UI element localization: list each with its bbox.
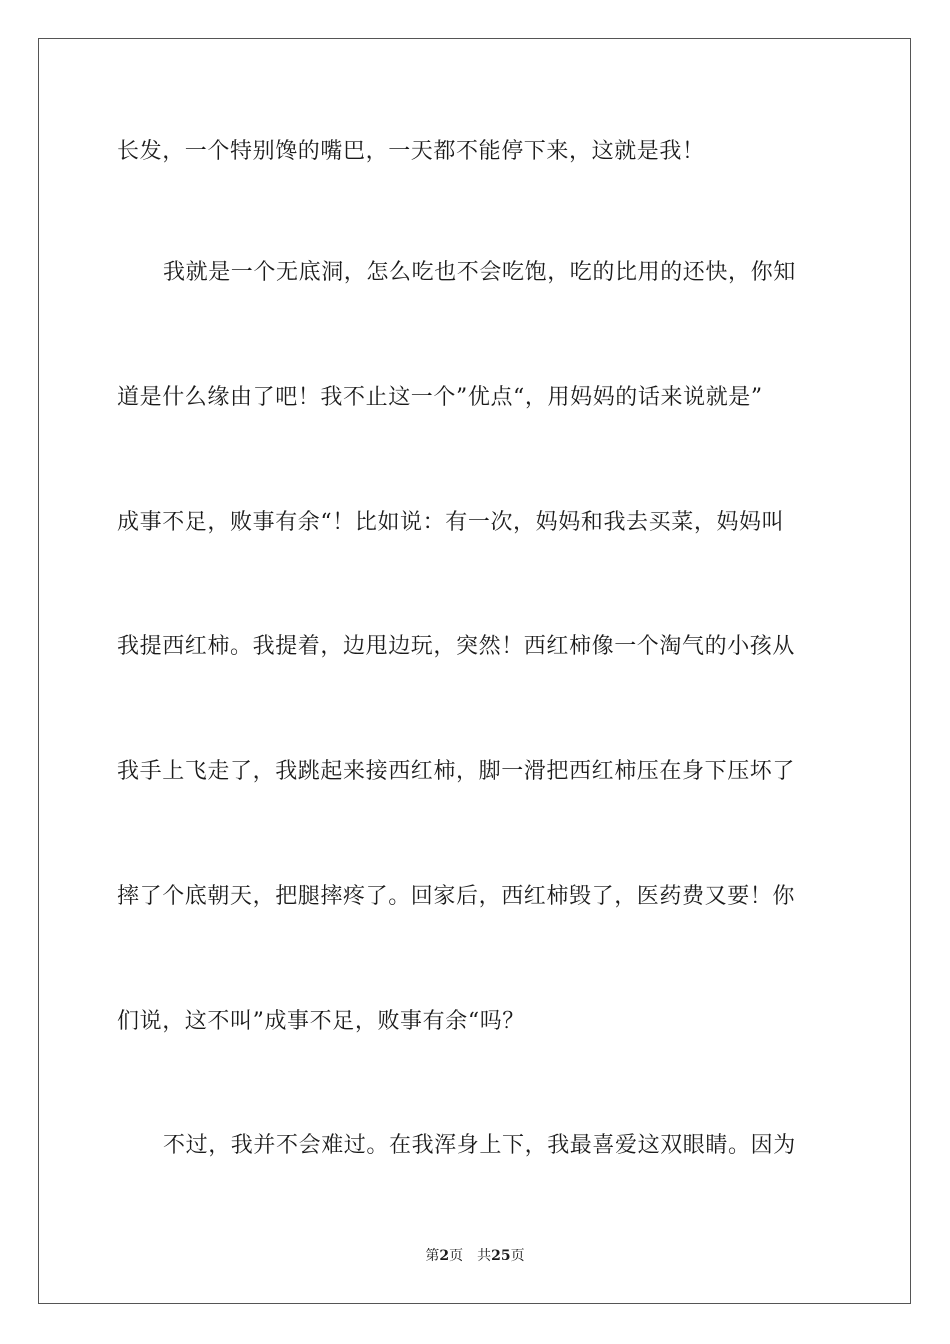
text-line-6: 我手上飞走了，我跳起来接西红柿，脚一滑把西红柿压在身下压坏了 [117,759,796,784]
text-line-9: 不过，我并不会难过。在我浑身上下，我最喜爱这双眼睛。因为 [163,1133,796,1158]
text-line-7: 摔了个底朝天，把腿摔疼了。回家后，西红柿毁了，医药费又要！你 [117,884,796,909]
page-footer [0,1246,950,1266]
text-line-1: 长发，一个特别馋的嘴巴，一天都不能停下来，这就是我！ [117,139,705,164]
total-pages: 25 [491,1248,511,1264]
page-suffix: 页 [449,1248,464,1264]
text-line-8: 们说，这不叫”成事不足，败事有余“吗？ [117,1009,525,1034]
page-prefix: 第 [425,1248,440,1264]
text-line-2: 我就是一个无底洞，怎么吃也不会吃饱，吃的比用的还快，你知 [163,260,796,285]
page-number: 2 [439,1248,450,1264]
text-line-5: 我提西红柿。我提着，边甩边玩，突然！西红柿像一个淘气的小孩从 [117,634,796,659]
total-prefix: 共 [477,1248,492,1264]
page-border [38,38,911,1304]
text-line-3: 道是什么缘由了吧！我不止这一个”优点“，用妈妈的话来说就是” [117,385,763,410]
total-suffix: 页 [510,1248,525,1264]
text-line-4: 成事不足，败事有余“！比如说：有一次，妈妈和我去买菜，妈妈叫 [117,510,785,535]
